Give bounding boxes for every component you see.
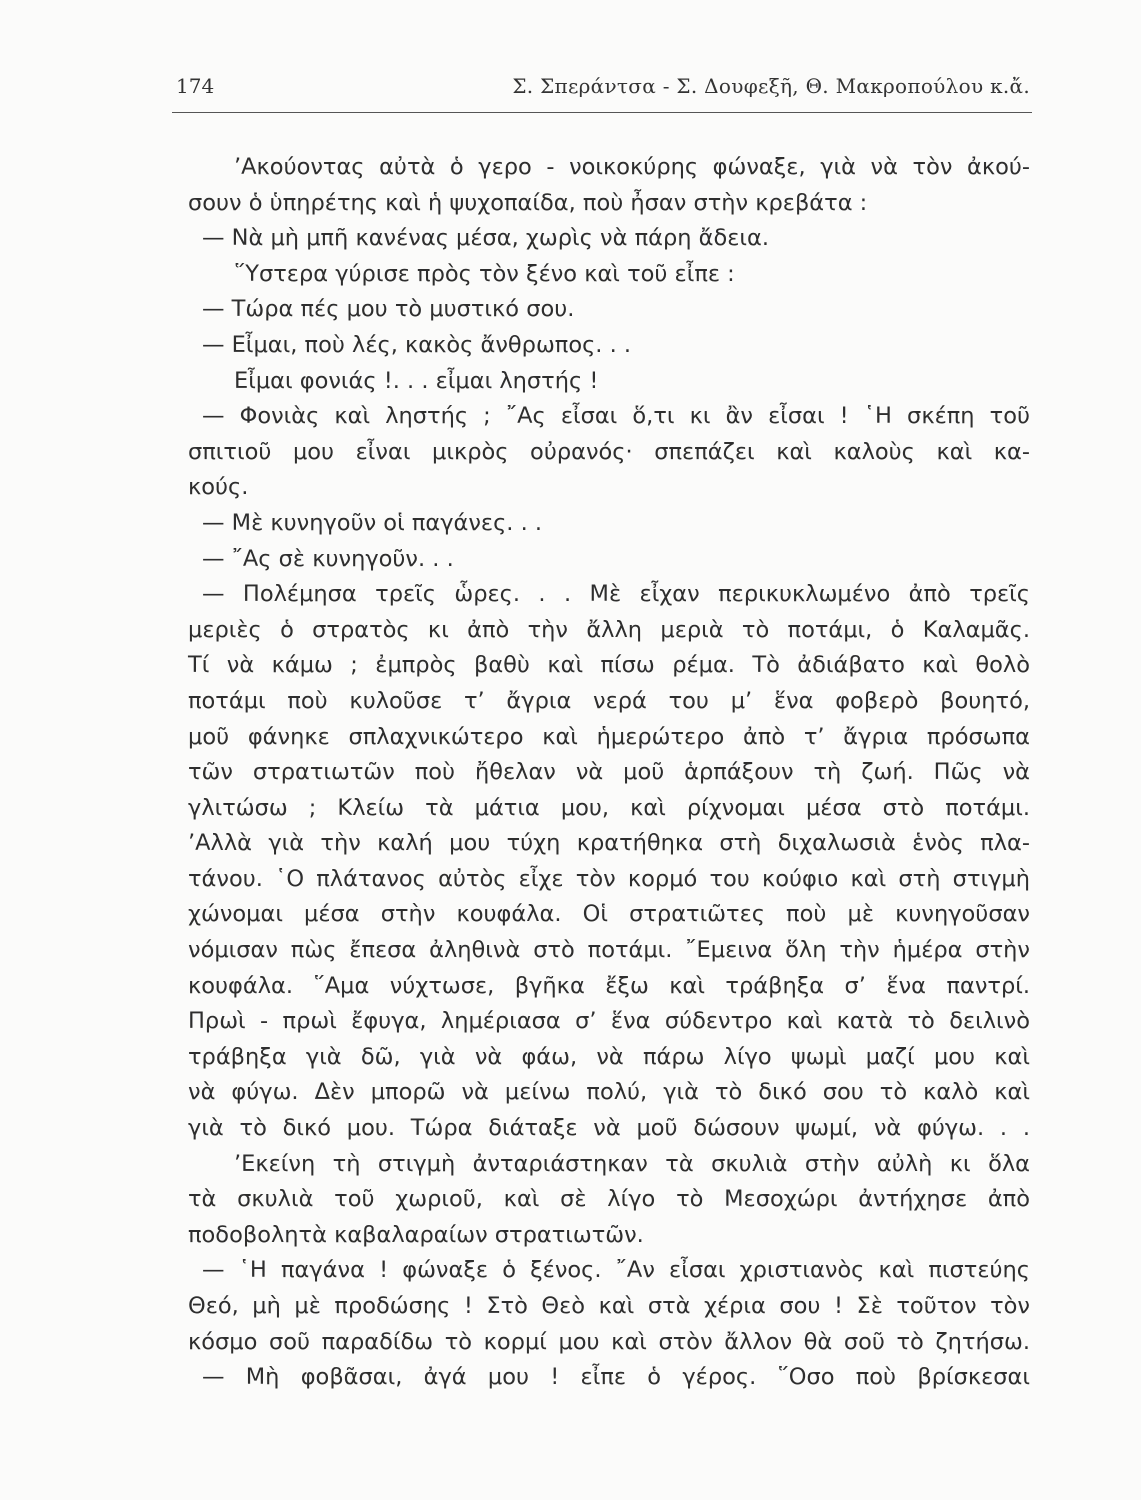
text-line: Τί νὰ κάμω ; ἐμπρὸς βαθὺ καὶ πίσω ρέμα. Τὸ ἀδιάβατο καὶ θολὸ xyxy=(188,652,1030,679)
page-number: 174 xyxy=(176,74,215,98)
text-line: ῞Υστερα γύρισε πρὸς τὸν ξένο καὶ τοῦ εἶπε : xyxy=(234,260,735,287)
text-line: νὰ φύγω. Δὲν μπορῶ νὰ μείνω πολύ, γιὰ τὸ δικό σου τὸ καλὸ καὶ xyxy=(188,1079,1030,1106)
text-line: τάνου. ῾Ο πλάτανος αὐτὸς εἶχε τὸν κορμό του κούφιο καὶ στὴ στιγμὴ xyxy=(188,865,1030,892)
text-line: — ῎Ας σὲ κυνηγοῦν. . . xyxy=(202,545,454,572)
text-line: κούς. xyxy=(188,474,249,501)
text-line: ’Εκείνη τὴ στιγμὴ ἀνταριάστηκαν τὰ σκυλιὰ στὴν αὐλὴ κι ὅλα xyxy=(234,1150,1030,1177)
text-line: σουν ὁ ὑπηρέτης καὶ ἡ ψυχοπαίδα, ποὺ ἦσαν στὴν κρεβάτα : xyxy=(188,189,868,216)
running-head: Σ. Σπεράντσα - Σ. Δουφεξῆ, Θ. Μακροπούλου κ.ἄ. xyxy=(512,74,1030,98)
text-line: — ῾Η παγάνα ! φώναξε ὁ ξένος. ῎Αν εἶσαι χριστιανὸς καὶ πιστεύης xyxy=(202,1257,1030,1284)
text-line: κουφάλα. ῞Αμα νύχτωσε, βγῆκα ἔξω καὶ τράβηξα σ’ ἕνα παντρί. xyxy=(188,972,1030,999)
text-line: ’Ακούοντας αὐτὰ ὁ γερο - νοικοκύρης φώναξε, γιὰ νὰ τὸν ἀκού- xyxy=(234,154,1030,180)
text-line: — Φονιὰς καὶ ληστής ; ῎Ας εἶσαι ὅ,τι κι ἂν εἶσαι ! ῾Η σκέπη τοῦ xyxy=(202,403,1030,430)
page-header xyxy=(176,74,1030,108)
text-line: ποδοβολητὰ καβαλαραίων στρατιωτῶν. xyxy=(188,1221,644,1248)
text-line: νόμισαν πὼς ἔπεσα ἀληθινὰ στὸ ποτάμι. ῎Εμεινα ὅλη τὴν ἡμέρα στὴν xyxy=(188,937,1030,964)
text-line: ποτάμι ποὺ κυλοῦσε τ’ ἄγρια νερά του μ’ ἕνα φοβερὸ βουητό, xyxy=(188,687,1030,714)
text-line: — Μὲ κυνηγοῦν οἱ παγάνες. . . xyxy=(202,509,543,536)
text-line: — Εἶμαι, ποὺ λές, κακὸς ἄνθρωπος. . . xyxy=(202,331,632,358)
text-line: Εἶμαι φονιάς !. . . εἶμαι ληστής ! xyxy=(234,367,599,394)
text-line: χώνομαι μέσα στὴν κουφάλα. Οἱ στρατιῶτες ποὺ μὲ κυνηγοῦσαν xyxy=(188,901,1030,928)
text-line: τράβηξα γιὰ δῶ, γιὰ νὰ φάω, νὰ πάρω λίγο ψωμὶ μαζί μου καὶ xyxy=(188,1043,1030,1070)
text-line: Θεό, μὴ μὲ προδώσης ! Στὸ Θεὸ καὶ στὰ χέρια σου ! Σὲ τοῦτον τὸν xyxy=(188,1293,1030,1319)
text-line: σπιτιοῦ μου εἶναι μικρὸς οὐρανός· σπεπάζει καὶ καλοὺς καὶ κα- xyxy=(188,438,1030,465)
text-line: γλιτώσω ; Κλείω τὰ μάτια μου, καὶ ρίχνομαι μέσα στὸ ποτάμι. xyxy=(188,794,1030,821)
text-line: μοῦ φάνηκε σπλαχνικώτερο καὶ ἡμερώτερο ἀπὸ τ’ ἄγρια πρόσωπα xyxy=(188,723,1030,750)
text-line: — Νὰ μὴ μπῆ κανένας μέσα, χωρὶς νὰ πάρη ἄδεια. xyxy=(202,225,769,252)
text-line: — Πολέμησα τρεῖς ὧρες. . . Μὲ εἶχαν περικυκλωμένο ἀπὸ τρεῖς xyxy=(202,581,1030,608)
text-line: — Μὴ φοβᾶσαι, ἀγά μου ! εἶπε ὁ γέρος. ῞Οσο ποὺ βρίσκεσαι xyxy=(202,1364,1030,1391)
text-line: — Τώρα πές μου τὸ μυστικό σου. xyxy=(202,296,575,323)
text-line: ’Αλλὰ γιὰ τὴν καλή μου τύχη κρατήθηκα στὴ διχαλωσιὰ ἑνὸς πλα- xyxy=(188,830,1030,857)
body-text xyxy=(188,150,1030,1396)
text-line: μεριὲς ὁ στρατὸς κι ἀπὸ τὴν ἄλλη μεριὰ τὸ ποτάμι, ὁ Καλαμᾶς. xyxy=(188,616,1030,643)
text-line: Πρωὶ - πρωὶ ἔφυγα, λημέριασα σ’ ἕνα σύδεντρο καὶ κατὰ τὸ δειλινὸ xyxy=(188,1008,1030,1035)
text-line: γιὰ τὸ δικό μου. Τώρα διάταξε νὰ μοῦ δώσουν ψωμί, νὰ φύγω. . . xyxy=(188,1115,1030,1142)
text-line: τὰ σκυλιὰ τοῦ χωριοῦ, καὶ σὲ λίγο τὸ Μεσοχώρι ἀντήχησε ἀπὸ xyxy=(188,1186,1030,1213)
text-line: τῶν στρατιωτῶν ποὺ ἤθελαν νὰ μοῦ ἁρπάξουν τὴ ζωή. Πῶς νὰ xyxy=(188,759,1030,786)
header-rule xyxy=(172,112,1032,113)
text-line: κόσμο σοῦ παραδίδω τὸ κορμί μου καὶ στὸν ἄλλον θὰ σοῦ τὸ ζητήσω. xyxy=(188,1328,1030,1355)
